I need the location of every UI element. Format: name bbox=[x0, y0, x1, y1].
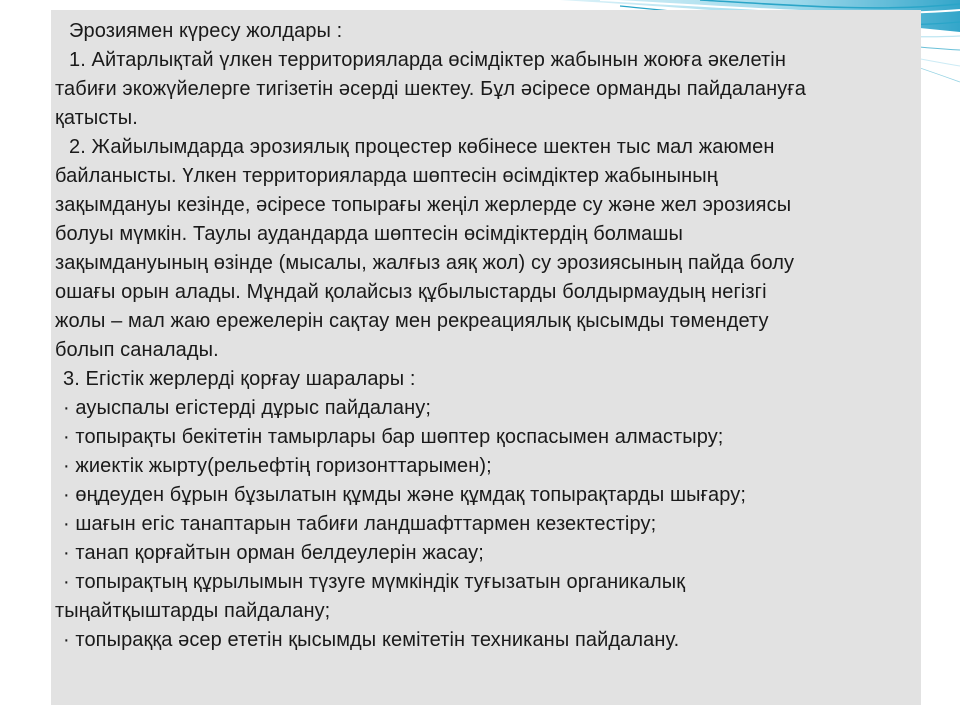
p2-line: 2. Жайылымдарда эрозиялық процестер көбінесе шектен тыс мал жаюмен bbox=[69, 136, 775, 158]
slide-text bbox=[55, 17, 920, 655]
p1-line: 1. Айтарлықтай үлкен территорияларда өсімдіктер жабынын жоюға әкелетін bbox=[69, 49, 786, 71]
p3-heading: 3. Егістік жерлерді қорғау шаралары : bbox=[63, 368, 416, 390]
p2-line: жолы – мал жаю ережелерін сақтау мен рекреациялық қысымды төмендету bbox=[55, 310, 769, 332]
p1-line: қатысты. bbox=[55, 107, 138, 129]
bullet-item: · өңдеуден бұрын бұзылатын құмды және құмдақ топырақтарды шығару; bbox=[63, 484, 747, 506]
bullet-item: · жиектік жырту(рельефтің горизонттарымен); bbox=[63, 455, 492, 477]
bullet-item: · топыраққа әсер ететін қысымды кемітетін техниканы пайдалану. bbox=[63, 629, 680, 651]
bullet-item: · танап қорғайтын орман белдеулерін жасау; bbox=[63, 542, 484, 564]
p1-line: табиғи экожүйелерге тигізетін әсерді шектеу. Бұл әсіресе орманды пайдалануға bbox=[55, 78, 806, 100]
bullet-item: · топырақтың құрылымын түзуге мүмкіндік туғызатын органикалық bbox=[63, 571, 686, 593]
p2-line: зақымдануы кезінде, әсіресе топырағы жеңіл жерлерде су және жел эрозиясы bbox=[55, 194, 792, 216]
heading: Эрозиямен күресу жолдары : bbox=[69, 20, 343, 42]
bullet-item: · ауыспалы егістерді дұрыс пайдалану; bbox=[63, 397, 432, 419]
p2-line: байланысты. Үлкен территорияларда шөптесін өсімдіктер жабынының bbox=[55, 165, 718, 187]
bullet-item: · топырақты бекітетін тамырлары бар шөптер қоспасымен алмастыру; bbox=[63, 426, 724, 448]
bullet-item: · шағын егіс танаптарын табиғи ландшафттармен кезектестіру; bbox=[63, 513, 657, 535]
p2-line: болуы мүмкін. Таулы аудандарда шөптесін өсімдіктердің болмашы bbox=[55, 223, 683, 245]
p2-line: зақымдануының өзінде (мысалы, жалғыз аяқ жол) су эрозиясының пайда болу bbox=[55, 252, 795, 274]
p2-line: болып саналады. bbox=[55, 339, 219, 361]
bullet-item-continued: тыңайтқыштарды пайдалану; bbox=[55, 600, 331, 622]
p2-line: ошағы орын алады. Мұндай қолайсыз құбылыстарды болдырмаудың негізгі bbox=[55, 281, 767, 303]
